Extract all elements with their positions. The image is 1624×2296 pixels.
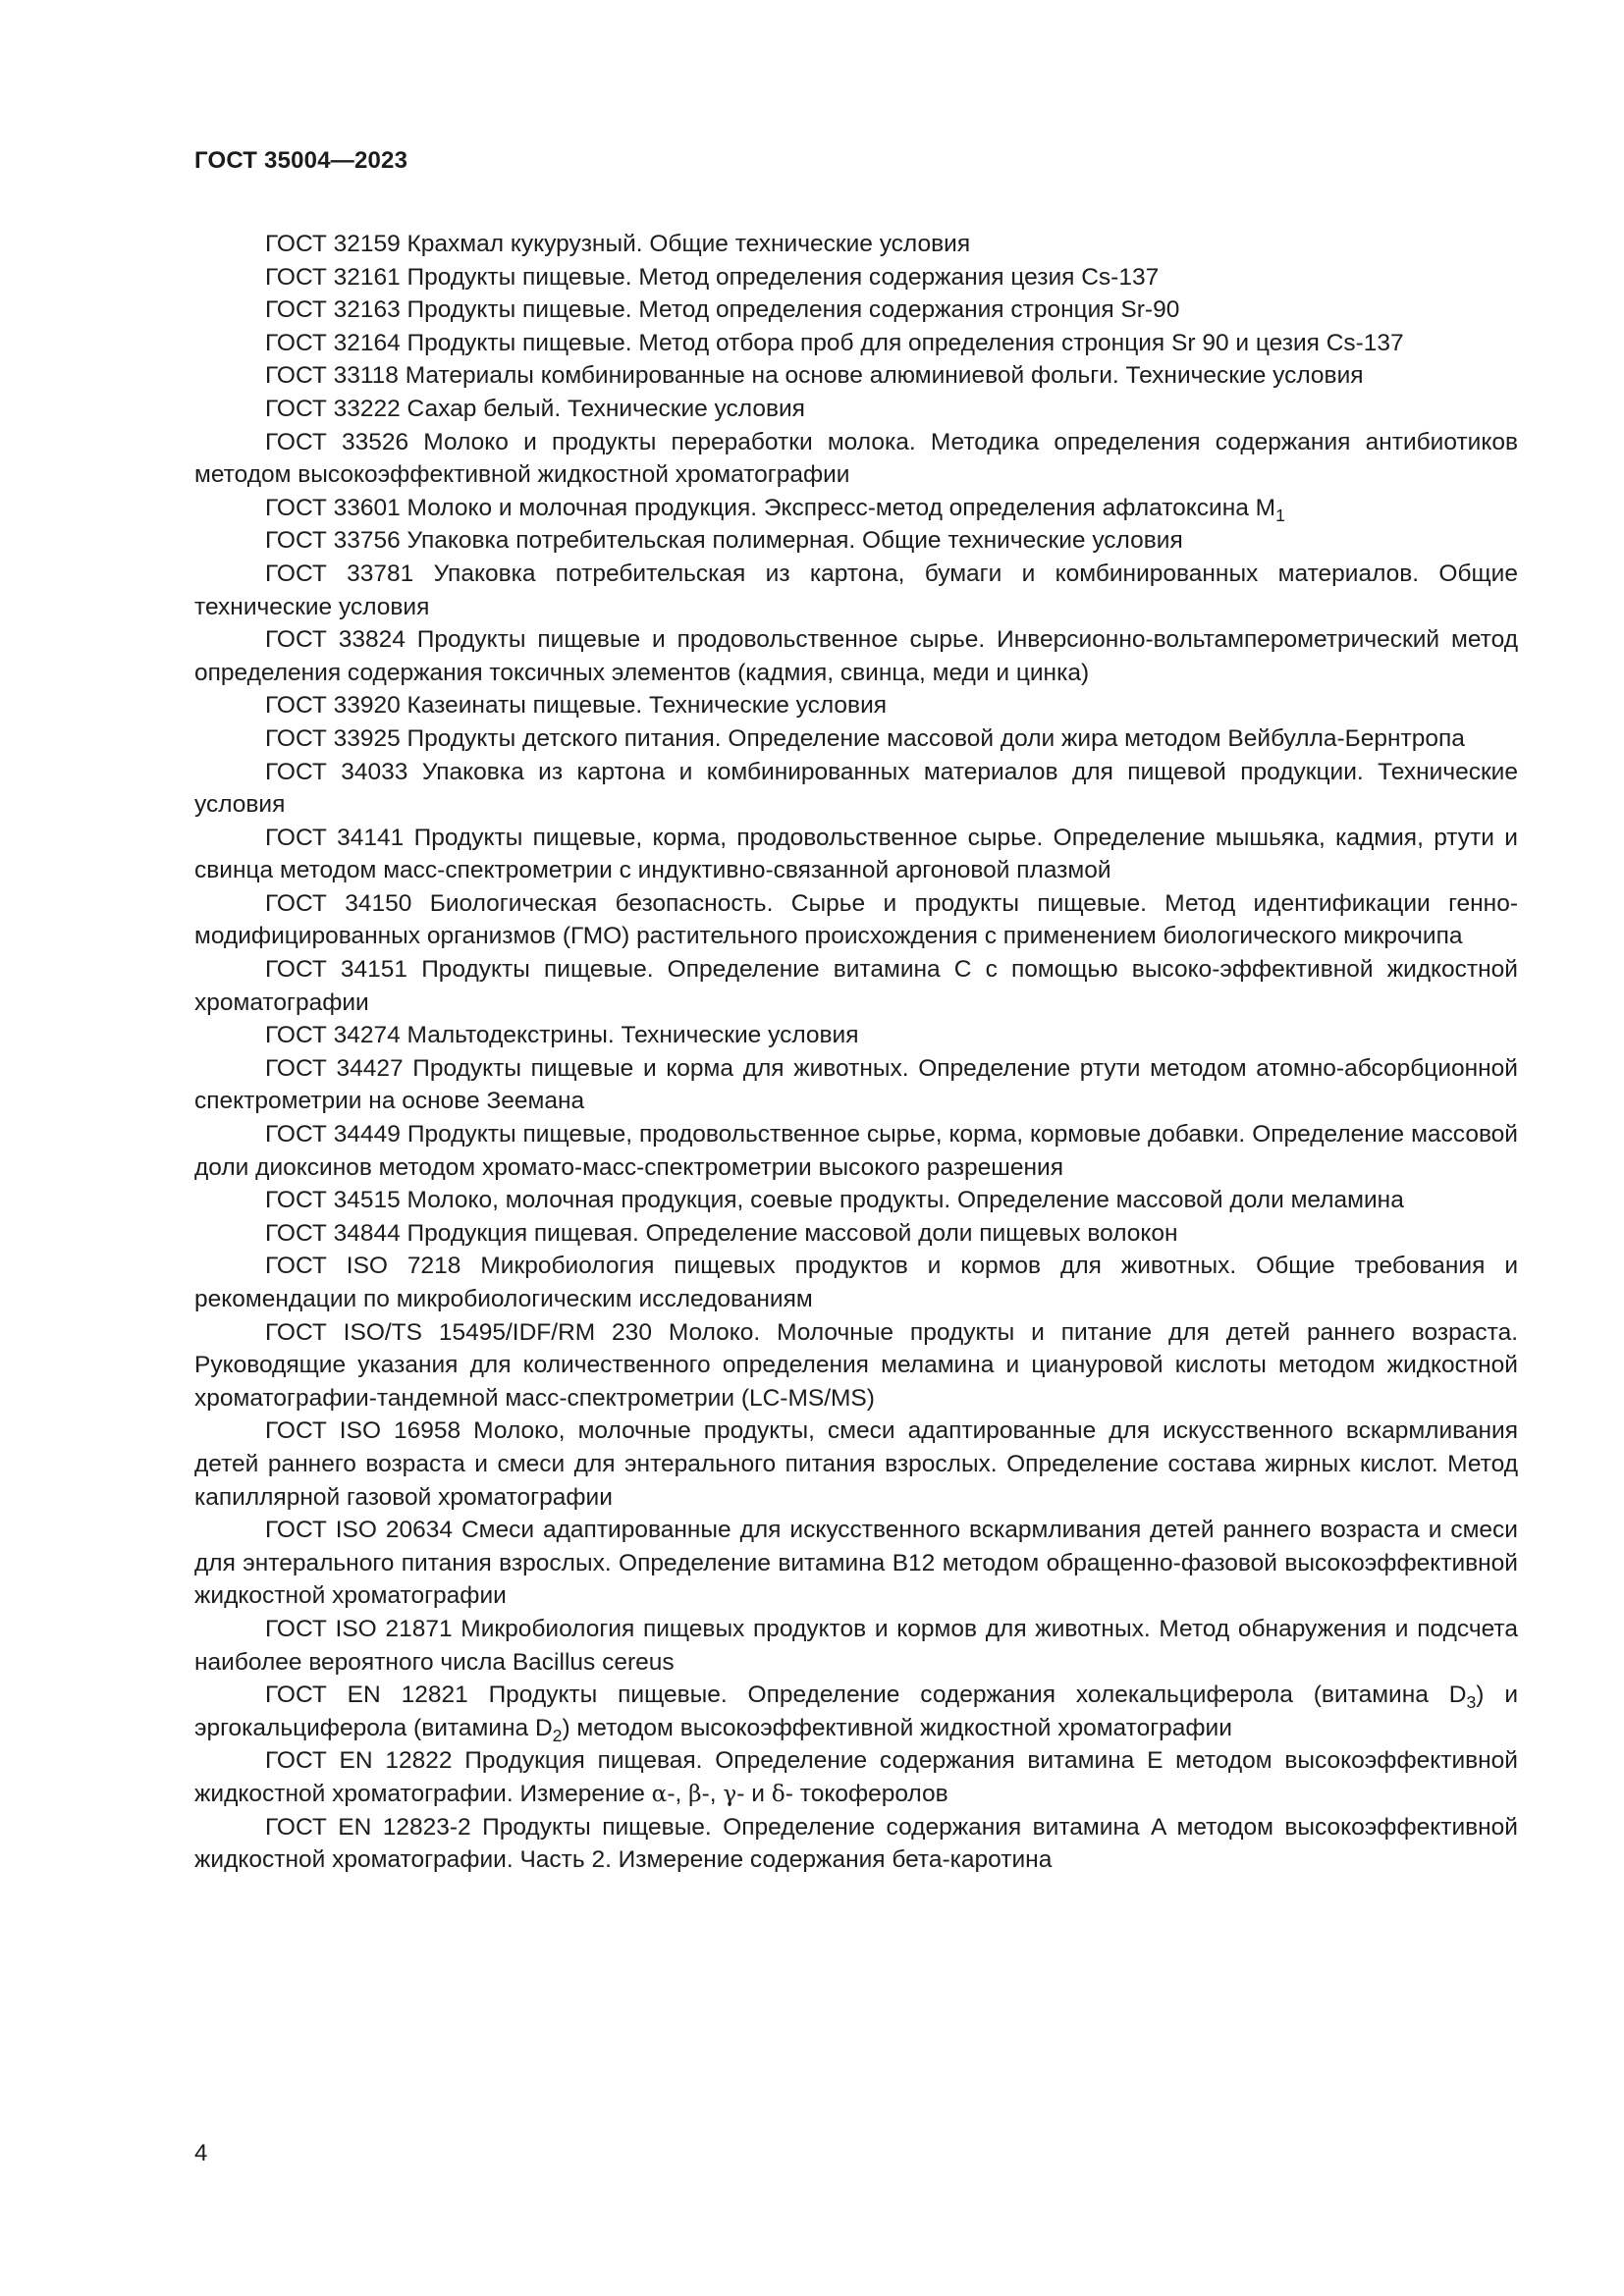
reference-entry: ГОСТ 32159 Крахмал кукурузный. Общие технические условия bbox=[265, 231, 971, 257]
reference-entry: ГОСТ 33920 Казеинаты пищевые. Технические условия bbox=[265, 692, 888, 720]
reference-entry: ГОСТ ISO 16958 Молоко, молочные продукты, смеси адаптированные для искусственного вскармливания детей раннего возраста и смеси для энтерального питания взрослых. Определение состава жирных кислот. Метод капиллярной газовой хроматографии bbox=[194, 1417, 1518, 1511]
reference-entry: ГОСТ 33756 Упаковка потребительская полимерная. Общие технические условия bbox=[265, 527, 1183, 555]
reference-entry: ГОСТ 32163 Продукты пищевые. Метод определения содержания стронция Sr-90 bbox=[265, 296, 1180, 324]
reference-entry: ГОСТ EN 12821 Продукты пищевые. Определение содержания холекальциферола (витамина $D_3$) и эргокальциферола (витамина $D_2$) методом высокоэффективной жидкостной хроматографии bbox=[194, 1682, 1518, 1745]
reference-entry: ГОСТ ISO 20634 Смеси адаптированные для искусственного вскармливания детей раннего возраста и смеси для энтерального питания взрослых. Определение витамина B12 методом обращенно-фазовой высокоэффективной жидкостной хроматографии bbox=[194, 1517, 1518, 1610]
document-header: ГОСТ 35004—2023 bbox=[194, 147, 408, 174]
reference-entry: ГОСТ EN 12822 Продукция пищевая. Определение содержания витамина E методом высокоэффективной жидкостной хроматографии. Измерение α-, β-, γ- и δ- токоферолов bbox=[194, 1747, 1518, 1807]
reference-entry: ГОСТ 33601 Молоко и молочная продукция. Экспресс-метод определения афлатоксина $M_1$ bbox=[265, 494, 1285, 525]
reference-entry: ГОСТ 33781 Упаковка потребительская из картона, бумаги и комбинированных материалов. Общие технические условия bbox=[194, 560, 1518, 620]
reference-entry: ГОСТ 33526 Молоко и продукты переработки молока. Методика определения содержания антибиотиков методом высокоэффективной жидкостной хроматографии bbox=[194, 428, 1518, 489]
reference-entry: ГОСТ 34515 Молоко, молочная продукция, соевые продукты. Определение массовой доли меламина bbox=[265, 1187, 1404, 1214]
reference-entry: ГОСТ 33925 Продукты детского питания. Определение массовой доли жира методом Вейбулла-Бернтропа bbox=[265, 724, 1465, 752]
reference-entry: ГОСТ 32164 Продукты пищевые. Метод отбора проб для определения стронция Sr 90 и цезия Cs-137 bbox=[265, 329, 1404, 356]
reference-entry: ГОСТ 34844 Продукция пищевая. Определение массовой доли пищевых волокон bbox=[265, 1219, 1178, 1247]
reference-entry: ГОСТ 33824 Продукты пищевые и продовольственное сырье. Инверсионно-вольтамперометрический метод определения содержания токсичных элементов (кадмия, свинца, меди и цинка) bbox=[194, 626, 1518, 686]
reference-entry: ГОСТ ISO 21871 Микробиология пищевых продуктов и кормов для животных. Метод обнаружения и подсчета наиболее вероятного числа Bacillus cereus bbox=[194, 1615, 1518, 1676]
reference-entry: ГОСТ 32161 Продукты пищевые. Метод определения содержания цезия Cs-137 bbox=[265, 263, 1160, 291]
reference-entry: ГОСТ 33222 Сахар белый. Технические условия bbox=[265, 395, 805, 422]
reference-entry: ГОСТ ISO 7218 Микробиология пищевых продуктов и кормов для животных. Общие требования и рекомендации по микробиологическим исследованиям bbox=[194, 1253, 1518, 1312]
reference-entry: ГОСТ 34151 Продукты пищевые. Определение витамина С с помощью высоко-эффективной жидкостной хроматографии bbox=[194, 956, 1518, 1016]
reference-entry: ГОСТ 34141 Продукты пищевые, корма, продовольственное сырье. Определение мышьяка, кадмия, ртути и свинца методом масс-спектрометрии с индуктивно-связанной аргоновой плазмой bbox=[194, 824, 1518, 884]
reference-entry: ГОСТ 34033 Упаковка из картона и комбинированных материалов для пищевой продукции. Технические условия bbox=[194, 758, 1518, 819]
reference-entry: ГОСТ ISO/TS 15495/IDF/RM 230 Молоко. Молочные продукты и питание для детей раннего возраста. Руководящие указания для количественного определения меламина и циануровой кислоты методом жидкостной хроматографии-тандемной масс-спектрометрии (LC-MS/MS) bbox=[194, 1318, 1518, 1412]
reference-entry: ГОСТ 34150 Биологическая безопасность. Сырье и продукты пищевые. Метод идентификации генно-модифицированных организмов (ГМО) растительного происхождения с применением биологического микрочипа bbox=[194, 889, 1518, 950]
reference-entry: ГОСТ 34449 Продукты пищевые, продовольственное сырье, корма, кормовые добавки. Определение массовой доли диоксинов методом хромато-масс-спектрометрии высокого разрешения bbox=[194, 1121, 1518, 1181]
reference-entry: ГОСТ 33118 Материалы комбинированные на основе алюминиевой фольги. Технические условия bbox=[265, 362, 1364, 390]
normative-references-list bbox=[194, 228, 1518, 1877]
reference-entry: ГОСТ EN 12823-2 Продукты пищевые. Определение содержания витамина A методом высокоэффективной жидкостной хроматографии. Часть 2. Измерение содержания бета-каротина bbox=[194, 1813, 1518, 1874]
reference-entry: ГОСТ 34274 Мальтодекстрины. Технические условия bbox=[265, 1022, 859, 1049]
page-number: 4 bbox=[194, 2140, 208, 2166]
reference-entry: ГОСТ 34427 Продукты пищевые и корма для животных. Определение ртути методом атомно-абсорбционной спектрометрии на основе Зеемана bbox=[194, 1054, 1518, 1115]
